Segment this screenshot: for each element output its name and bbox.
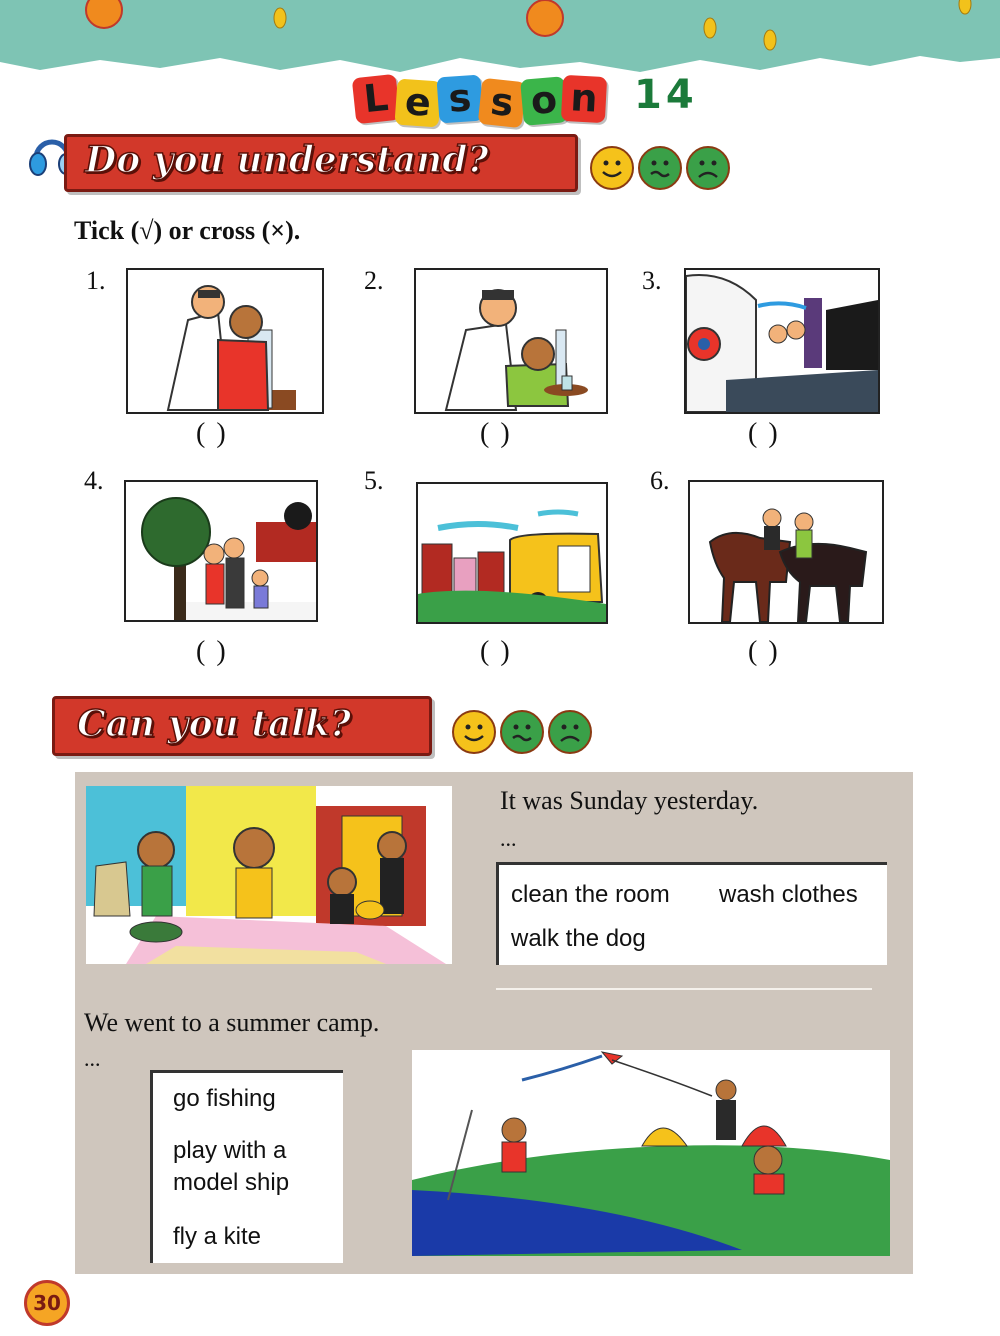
neutral-face-icon[interactable] — [500, 710, 544, 754]
lesson-letter: n — [561, 75, 607, 123]
item-number: 5. — [364, 466, 384, 495]
smiley-face-icon[interactable] — [452, 710, 496, 754]
picture-horses — [688, 480, 884, 624]
lesson-letter: e — [394, 79, 441, 128]
item-number: 6. — [650, 466, 670, 495]
item-number: 2. — [364, 266, 384, 295]
phrase: play with a — [173, 1137, 287, 1164]
phrase-box-sunday — [496, 862, 887, 965]
ellipsis: ... — [500, 826, 517, 851]
smiley-face-icon[interactable] — [590, 146, 634, 190]
answer-blank[interactable]: ( ) — [480, 636, 512, 667]
picture-airplane — [684, 268, 880, 414]
divider — [496, 988, 872, 990]
item-number: 3. — [642, 266, 662, 295]
lesson-number: 14 — [634, 72, 698, 118]
sad-face-icon[interactable] — [548, 710, 592, 754]
phrase: wash clothes — [719, 881, 858, 908]
banner-title: Can you talk? — [77, 703, 351, 745]
lesson-letter: s — [436, 75, 483, 124]
section-banner-talk — [52, 696, 432, 756]
answer-blank[interactable]: ( ) — [196, 636, 228, 667]
raindrop-icon — [274, 8, 286, 28]
header-sky-band — [0, 0, 1000, 80]
phrase: go fishing — [173, 1085, 276, 1112]
phrase: model ship — [173, 1169, 290, 1196]
lesson-letter: s — [478, 78, 527, 128]
phrase: clean the room — [511, 881, 670, 908]
section-banner-understand — [64, 134, 578, 192]
picture-family-sunday — [86, 786, 452, 964]
ellipsis: ... — [84, 1046, 101, 1071]
phrase-box-camp — [150, 1070, 343, 1263]
sad-face-icon[interactable] — [686, 146, 730, 190]
page-number: 30 — [24, 1280, 70, 1326]
neutral-face-icon[interactable] — [638, 146, 682, 190]
banner-title: Do you understand? — [85, 139, 489, 181]
raindrop-icon — [764, 30, 776, 50]
picture-dentist-woman — [126, 268, 324, 414]
lesson-letter: L — [352, 74, 401, 124]
answer-blank[interactable]: ( ) — [748, 418, 780, 449]
raindrop-icon — [704, 18, 716, 38]
item-number: 4. — [84, 466, 104, 495]
answer-blank[interactable]: ( ) — [480, 418, 512, 449]
lesson-letter: o — [520, 76, 568, 126]
raindrop-icon — [959, 0, 971, 14]
sun-icon — [86, 0, 122, 28]
instruction-text: Tick (√) or cross (×). — [74, 216, 301, 245]
item-number: 1. — [86, 266, 106, 295]
picture-summer-camp — [412, 1050, 890, 1256]
picture-bus — [416, 482, 608, 624]
talk-sentence-sunday: It was Sunday yesterday. — [500, 786, 759, 815]
talk-sentence-camp: We went to a summer camp. — [84, 1008, 380, 1037]
picture-dentist-boy — [414, 268, 608, 414]
phrase: fly a kite — [173, 1223, 262, 1250]
answer-blank[interactable]: ( ) — [196, 418, 228, 449]
answer-blank[interactable]: ( ) — [748, 636, 780, 667]
phrase: walk the dog — [511, 925, 646, 952]
sun-icon — [527, 0, 563, 36]
picture-park-family — [124, 480, 318, 622]
